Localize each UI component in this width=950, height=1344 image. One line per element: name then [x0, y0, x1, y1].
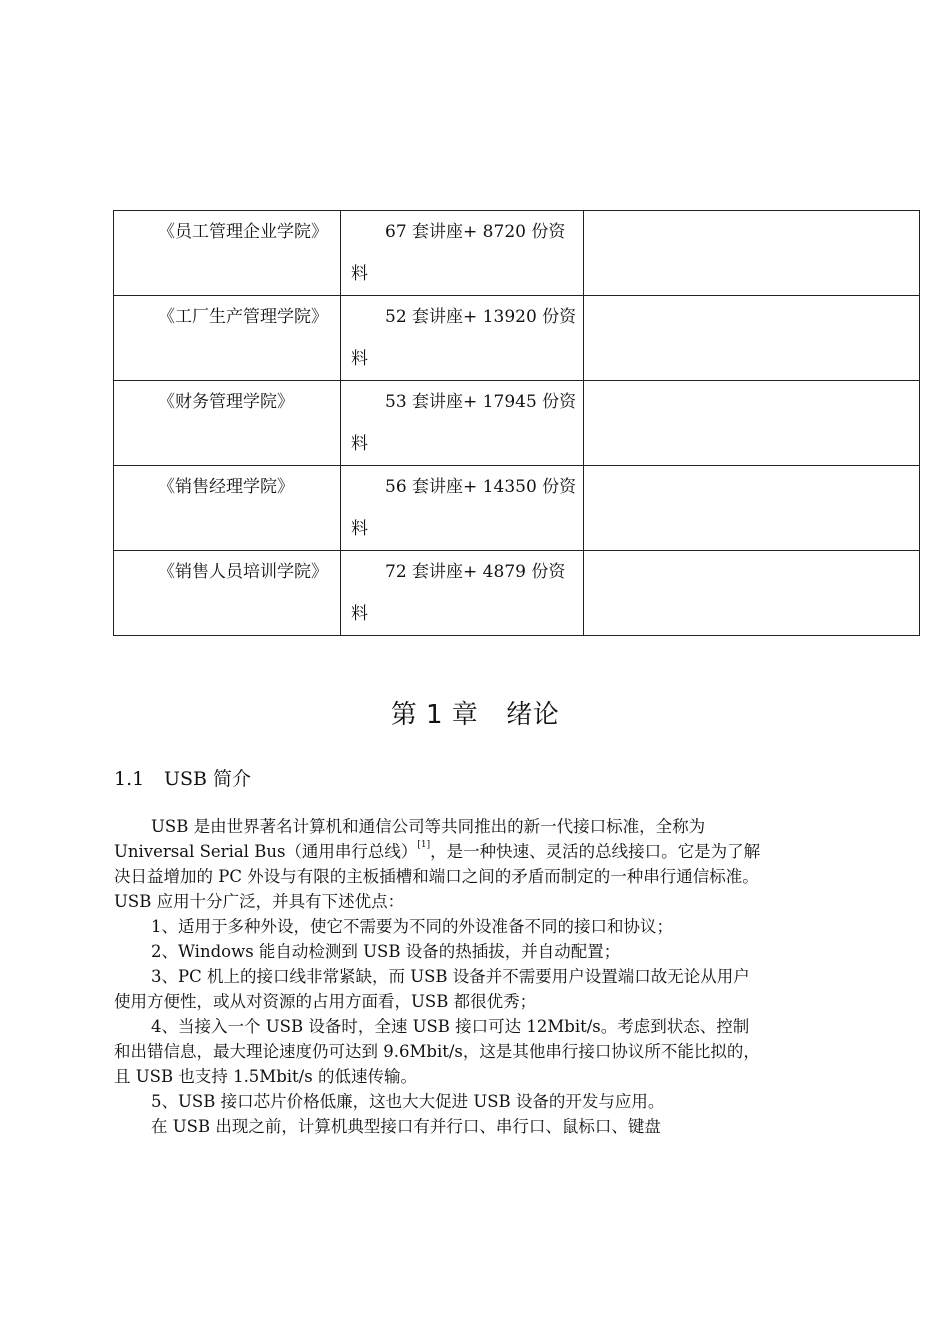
table-row: [114, 466, 920, 551]
chapter-heading: [0, 694, 950, 731]
table-cell-content: 72 套讲座+ 4879 份资料: [341, 551, 584, 636]
section-title: USB 简介: [164, 768, 252, 790]
table-cell-content: 52 套讲座+ 13920 份资料: [341, 296, 584, 381]
table-cell-note: [584, 466, 920, 551]
table-cell-note: [584, 551, 920, 636]
list-item: 1、适用于多种外设，使它不需要为不同的外设准备不同的接口和协议；: [151, 917, 673, 936]
list-item: 4、当接入一个 USB 设备时，全速 USB 接口可达 12Mbit/s。考虑到状态、控制和出错信息，最大理论速度仍可达到 9.6Mbit/s，这是其他串行接口协议所不能比拟的，且 USB 也支持 1.5Mbit/s 的低速传输。: [114, 1017, 760, 1086]
table-cell-name: 《销售经理学院》: [114, 466, 341, 551]
table-cell-content: 56 套讲座+ 14350 份资料: [341, 466, 584, 551]
table-cell-content: 67 套讲座+ 8720 份资料: [341, 211, 584, 296]
table-cell-note: [584, 211, 920, 296]
paragraph: USB 是由世界著名计算机和通信公司等共同推出的新一代接口标准，全称为 Universal Serial Bus（通用串行总线）[1]，是一种快速、灵活的总线接口。它是为了解决日益增加的 PC 外设与有限的主板插槽和端口之间的矛盾而制定的一种串行通信标准。USB 应用十分广泛，并具有下述优点：: [114, 817, 761, 911]
section-number: 1.1: [114, 768, 145, 790]
body-text: [114, 814, 764, 1139]
table-row: [114, 296, 920, 381]
table-cell-name: 《销售人员培训学院》: [114, 551, 341, 636]
table-cell-note: [584, 296, 920, 381]
table-row: [114, 381, 920, 466]
table-cell-name: 《员工管理企业学院》: [114, 211, 341, 296]
list-item: 2、Windows 能自动检测到 USB 设备的热插拔，并自动配置；: [151, 942, 621, 961]
table-cell-name: 《工厂生产管理学院》: [114, 296, 341, 381]
catalog-table: [113, 210, 920, 636]
table-cell-note: [584, 381, 920, 466]
list-item: 5、USB 接口芯片价格低廉，这也大大促进 USB 设备的开发与应用。: [151, 1092, 665, 1111]
table-cell-name: 《财务管理学院》: [114, 381, 341, 466]
table-row: [114, 211, 920, 296]
section-heading: [114, 764, 251, 791]
chapter-title: 绪论: [506, 700, 560, 730]
table-cell-content: 53 套讲座+ 17945 份资料: [341, 381, 584, 466]
list-item: 3、PC 机上的接口线非常紧缺，而 USB 设备并不需要用户设置端口故无论从用户使用方便性，或从对资源的占用方面看，USB 都很优秀；: [114, 967, 750, 1011]
table-row: [114, 551, 920, 636]
citation-ref: [1]: [417, 840, 431, 850]
chapter-number: 第 1 章: [390, 700, 479, 730]
paragraph: 在 USB 出现之前，计算机典型接口有并行口、串行口、鼠标口、键盘: [151, 1117, 661, 1136]
